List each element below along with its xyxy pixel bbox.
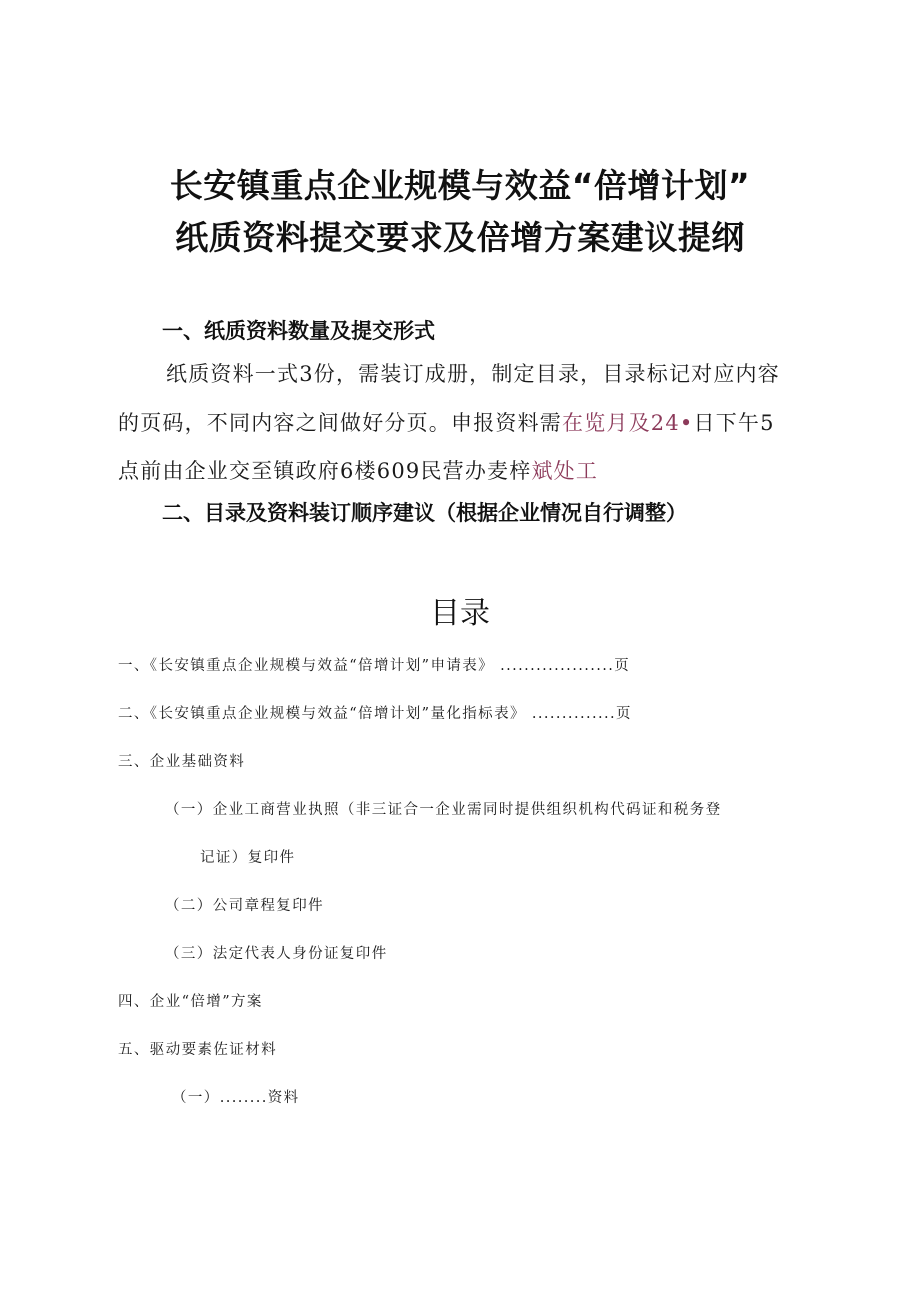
section-1-paragraph-line-1: 纸质资料一式3份，需装订成册，制定目录，目录标记对应内容 [166,362,780,386]
toc-item: （二）公司章程复印件 [165,898,324,914]
toc-item: 一、《长安镇重点企业规模与效益“倍增计划”申请表》 ...................页 [118,658,631,674]
document-title-line-1: 长安镇重点企业规模与效益“倍增计划” [169,166,751,205]
toc-item: （一）........资料 [172,1090,300,1106]
section-1-paragraph-line-2 [118,407,775,437]
toc-item: 四、企业“倍增”方案 [118,994,263,1010]
section-1-paragraph-line-3 [118,455,598,485]
toc-item: 记证）复印件 [200,850,296,866]
paragraph-text: 日下午5 [693,411,775,435]
highlighted-text: 斌处工 [531,459,599,483]
section-2-heading: 二、目录及资料装订顺序建议（根据企业情况自行调整） [162,501,687,525]
document-title-line-2: 纸质资料提交要求及倍增方案建议提纲 [175,218,745,257]
toc-item: 二、《长安镇重点企业规模与效益“倍增计划”量化指标表》 ..............页 [118,706,632,722]
toc-item: 三、企业基础资料 [118,754,246,770]
toc-item: （三）法定代表人身份证复印件 [165,946,388,962]
toc-item: 五、驱动要素佐证材料 [118,1042,277,1058]
toc-title: 目录 [430,596,490,631]
toc-item: （一）企业工商营业执照（非三证合一企业需同时提供组织机构代码证和税务登 [165,802,722,818]
section-1-heading: 一、纸质资料数量及提交形式 [162,319,435,343]
highlighted-text: 在览月及24• [562,411,694,435]
paragraph-text: 的页码，不同内容之间做好分页。申报资料需 [118,411,562,435]
paragraph-text: 点前由企业交至镇政府6楼609民营办麦梓 [118,459,532,483]
